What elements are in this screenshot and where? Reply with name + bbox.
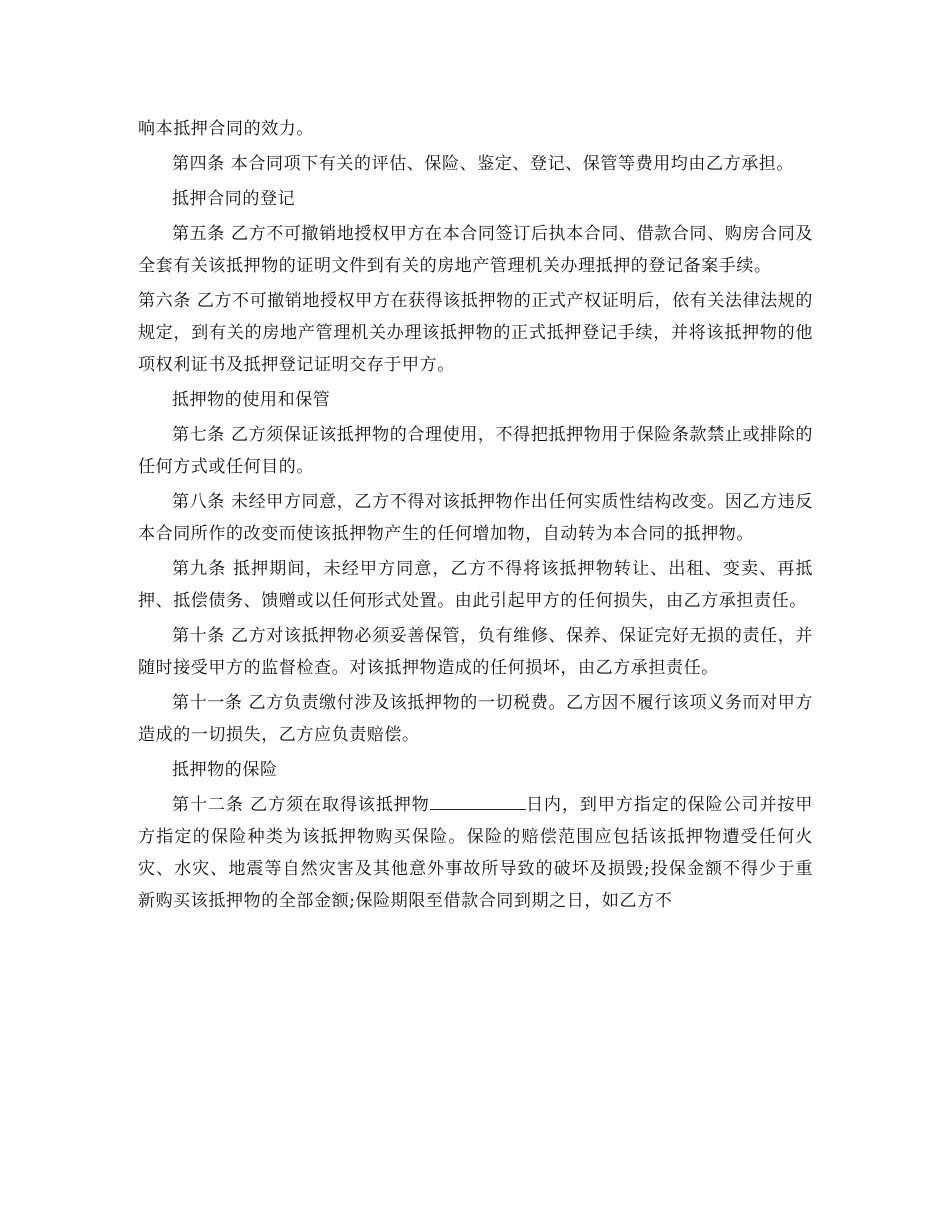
- fill-in-blank-days[interactable]: [430, 789, 526, 810]
- clause-paragraph: 响本抵押合同的效力。: [138, 119, 314, 139]
- clause-paragraph-12: [138, 789, 813, 917]
- clause-paragraph: 第十条 乙方对该抵押物必须妥善保管，负有维修、保养、保证完好无损的责任，并随时接受甲方的监督检查。对该抵押物造成的任何损坏，由乙方承担责任。: [138, 626, 813, 678]
- clause-12-lead: 第十二条 乙方须在取得该抵押物: [172, 795, 430, 815]
- document-body: [138, 113, 813, 920]
- clause-paragraph: 第四条 本合同项下有关的评估、保险、鉴定、登记、保管等费用均由乙方承担。: [172, 154, 795, 174]
- clause-paragraph: 第六条 乙方不可撤销地授权甲方在获得该抵押物的正式产权证明后，依有关法律法规的规定，到有关的房地产管理机关办理该抵押物的正式抵押登记手续，并将该抵押物的他项权利证书及抵押登记证明交存于甲方。: [138, 291, 813, 375]
- section-heading: 抵押合同的登记: [172, 189, 296, 209]
- section-heading: 抵押物的保险: [172, 760, 278, 780]
- clause-paragraph: 第十一条 乙方负责缴付涉及该抵押物的一切税费。乙方因不履行该项义务而对甲方造成的一切损失，乙方应负责赔偿。: [138, 693, 813, 745]
- clause-paragraph: 第五条 乙方不可撤销地授权甲方在本合同签订后执本合同、借款合同、购房合同及全套有关该抵押物的证明文件到有关的房地产管理机关办理抵押的登记备案手续。: [138, 224, 813, 276]
- clause-paragraph: 第八条 未经甲方同意，乙方不得对该抵押物作出任何实质性结构改变。因乙方违反本合同所作的改变而使该抵押物产生的任何增加物，自动转为本合同的抵押物。: [138, 492, 813, 544]
- clause-paragraph: 第九条 抵押期间，未经甲方同意，乙方不得将该抵押物转让、出租、变卖、再抵押、抵偿债务、馈赠或以任何形式处置。由此引起甲方的任何损失，由乙方承担责任。: [138, 559, 813, 611]
- clause-paragraph: 第七条 乙方须保证该抵押物的合理使用，不得把抵押物用于保险条款禁止或排除的任何方式或任何目的。: [138, 425, 813, 477]
- clause-12-rest: 日内，到甲方指定的保险公司并按甲方指定的保险种类为该抵押物购买保险。保险的赔偿范围应包括该抵押物遭受任何火灾、水灾、地震等自然灾害及其他意外事故所导致的破坏及损毁;投保金额不得少于重新购买该抵押物的全部金额;保险期限至借款合同到期之日，如乙方不: [138, 795, 813, 911]
- section-heading: 抵押物的使用和保管: [172, 390, 331, 410]
